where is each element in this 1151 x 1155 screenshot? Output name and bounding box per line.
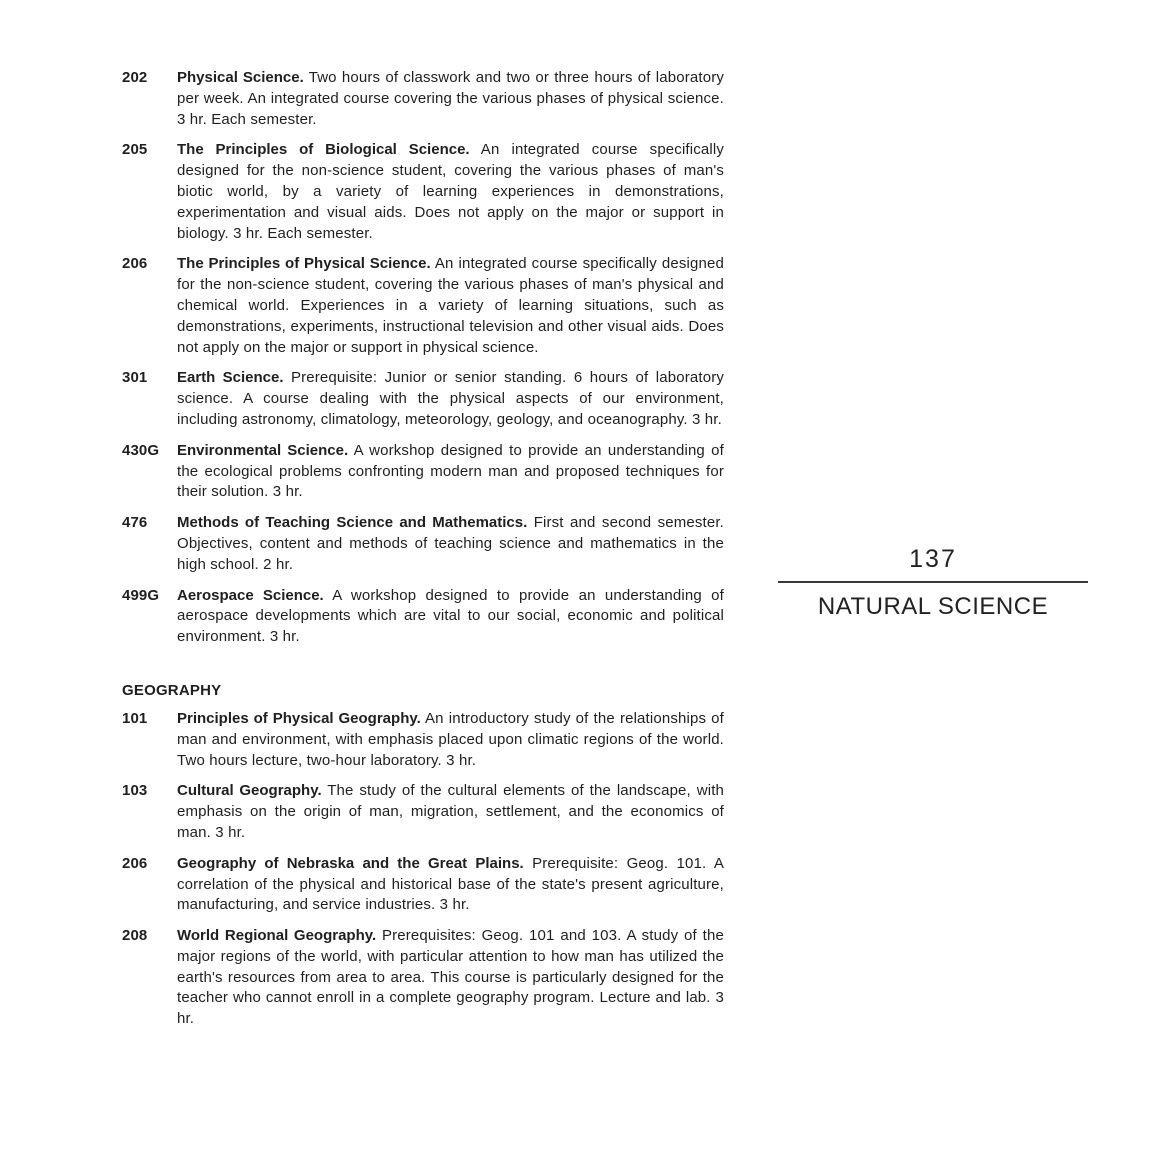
course-number: 206 [122,255,148,273]
course-body [177,513,724,575]
course-description: An integrated course specifically designed for the non-science student, covering the various phases of man's biotic world, by a variety of learning experiences in demonstrations, experimentation and visual aids. Does not apply on the major or support in biology. 3 hr. Each semester. [177,141,724,242]
course-number: 430G [122,441,160,459]
course-body [177,926,724,1030]
course-description: The study of the cultural elements of the landscape, with emphasis on the origin of man, migration, settlement, and the economics of man. 3 hr. [177,782,725,841]
course-entry [122,854,724,916]
course-body [177,781,724,843]
course-description: Prerequisite: Junior or senior standing. 6 hours of laboratory science. A course dealing with the physical aspects of our environment, including astronomy, climatology, meteorology, geology, and oceanography. 3 hr. [177,369,724,428]
course-title: Cultural Geography. [177,782,322,800]
course-column [122,68,724,1040]
course-entry [122,368,724,430]
course-body [177,254,724,358]
course-number: 208 [122,927,148,945]
course-number: 101 [122,709,148,727]
course-entry [122,709,724,771]
course-title: Principles of Physical Geography. [177,709,421,727]
course-description: Prerequisite: Geog. 101. A correlation of the physical and historical base of the state's present agriculture, manufacturing, and service industries. 3 hr. [177,854,724,914]
course-title: The Principles of Biological Science. [177,141,470,159]
course-entry [122,513,724,575]
course-entry [122,586,724,648]
page-number: 137 [909,545,957,573]
course-body [177,709,724,771]
course-description: An introductory study of the relationships of man and environment, with emphasis placed upon climatic regions of the world. Two hours lecture, two-hour laboratory. 3 hr. [177,709,724,769]
course-title: Geography of Nebraska and the Great Plains. [177,854,524,872]
course-entry [122,926,724,1030]
course-number: 476 [122,514,148,532]
section-title: NATURAL SCIENCE [817,593,1049,620]
course-title: Aerospace Science. [177,586,324,604]
course-title: World Regional Geography. [177,927,377,945]
course-description: An integrated course specifically designed for the non-science student, covering the various phases of man's physical and chemical world. Experiences in a variety of learning situations, such as demonstrations, experiments, instructional television and other visual aids. Does not apply on the major or support in physical science. [177,255,725,356]
course-title: Environmental Science. [177,441,349,459]
course-body [177,140,724,244]
course-entry [122,781,724,843]
course-body [177,854,724,916]
course-number: 301 [122,369,148,387]
course-body [177,441,724,503]
divider-rule [778,581,1088,583]
course-entry [122,140,724,244]
course-description: Two hours of classwork and two or three hours of laboratory per week. An integrated course covering the various phases of physical science. 3 hr. Each semester. [177,69,724,128]
course-body [177,368,724,430]
course-title: Earth Science. [177,369,284,387]
course-entry [122,68,724,130]
course-number: 499G [122,586,160,604]
course-number: 206 [122,854,148,872]
course-number: 103 [122,782,148,800]
course-title: The Principles of Physical Science. [177,255,431,273]
course-description: Prerequisites: Geog. 101 and 103. A study of the major regions of the world, with particular attention to how man has utilized the earth's resources from area to area. This course is particularly designed for the teacher who cannot enroll in a complete geography program. Lecture and lab. 3 hr. [177,927,724,1028]
section-sidebar [778,543,1088,621]
course-title: Methods of Teaching Science and Mathematics. [177,514,528,532]
course-body [177,68,724,130]
course-description: First and second semester. Objectives, content and methods of teaching science and mathematics in the high school. 2 hr. [177,514,724,573]
geography-heading: GEOGRAPHY [122,681,222,699]
course-number: 202 [122,69,148,86]
course-number: 205 [122,141,148,159]
course-description: A workshop designed to provide an understanding of aerospace developments which are vital to our social, economic and political environment. 3 hr. [177,586,724,646]
course-description: A workshop designed to provide an understanding of the ecological problems confronting modern man and proposed techniques for their solution. 3 hr. [177,441,724,501]
course-entry [122,441,724,503]
course-title: Physical Science. [177,69,304,86]
course-entry [122,254,724,358]
course-body [177,586,724,648]
